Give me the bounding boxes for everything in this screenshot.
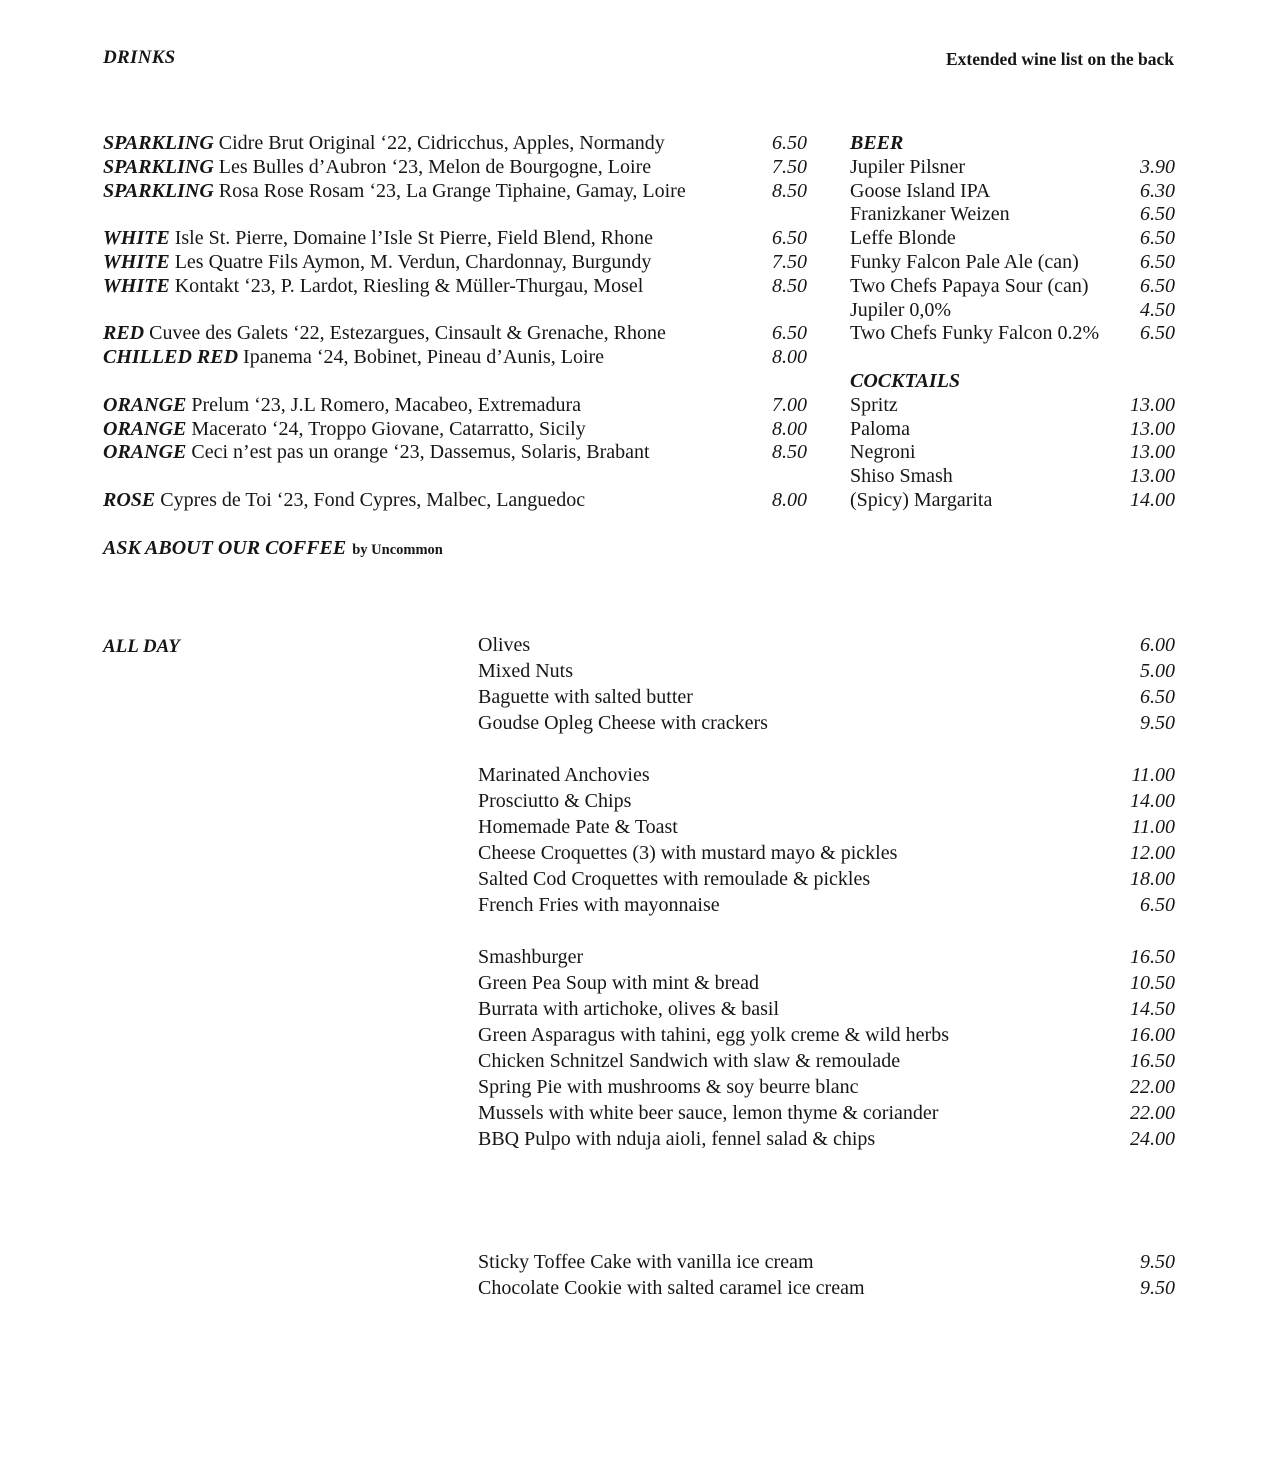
wine-category: ORANGE bbox=[103, 417, 187, 440]
food-item bbox=[478, 840, 1175, 866]
food-name: Baguette with salted butter bbox=[478, 686, 693, 708]
beer-item bbox=[850, 203, 1175, 227]
cocktail-name: Paloma bbox=[850, 417, 910, 440]
food-name: Homemade Pate & Toast bbox=[478, 816, 678, 838]
page-title: DRINKS bbox=[103, 47, 176, 68]
orange-group bbox=[103, 394, 807, 465]
wine-price: 8.00 bbox=[772, 488, 807, 511]
cocktail-item bbox=[850, 441, 1175, 465]
all-day-section-label: ALL DAY bbox=[103, 636, 180, 657]
food-price: 9.50 bbox=[1140, 712, 1175, 734]
wine-category: SPARKLING bbox=[103, 155, 214, 178]
cocktail-item bbox=[850, 465, 1175, 489]
beer-item bbox=[850, 299, 1175, 323]
food-item bbox=[478, 970, 1175, 996]
wine-item bbox=[103, 227, 807, 251]
food-item bbox=[478, 762, 1175, 788]
cocktail-name: Shiso Smash bbox=[850, 465, 953, 488]
beer-item bbox=[850, 180, 1175, 204]
wine-list-note: Extended wine list on the back bbox=[945, 49, 1174, 69]
wine-description: Prelum ‘23, J.L Romero, Macabeo, Extremadura bbox=[191, 393, 582, 416]
beer-cocktails-column bbox=[850, 132, 1175, 513]
wine-description: Les Quatre Fils Aymon, M. Verdun, Chardonnay, Burgundy bbox=[174, 250, 652, 273]
wine-category: WHITE bbox=[103, 227, 170, 250]
wine-price: 6.50 bbox=[772, 322, 807, 345]
beer-name: Funky Falcon Pale Ale (can) bbox=[850, 250, 1079, 273]
food-price: 14.50 bbox=[1130, 998, 1175, 1020]
cocktail-price: 14.00 bbox=[1130, 488, 1175, 511]
white-group bbox=[103, 227, 807, 298]
beer-item bbox=[850, 156, 1175, 180]
wine-description: Isle St. Pierre, Domaine l’Isle St Pierre, Field Blend, Rhone bbox=[174, 227, 653, 250]
beer-section-header: BEER bbox=[850, 132, 904, 154]
beer-price: 4.50 bbox=[1140, 298, 1175, 321]
food-price: 6.50 bbox=[1140, 686, 1175, 708]
food-name: Prosciutto & Chips bbox=[478, 790, 632, 812]
rose-group bbox=[103, 489, 807, 513]
food-price: 16.50 bbox=[1130, 946, 1175, 968]
cocktail-name: Spritz bbox=[850, 393, 898, 416]
wine-price: 8.50 bbox=[772, 179, 807, 202]
wine-price: 8.00 bbox=[772, 346, 807, 369]
wine-category: SPARKLING bbox=[103, 179, 214, 202]
mains-group bbox=[478, 944, 1175, 1152]
food-name: Cheese Croquettes (3) with mustard mayo & pickles bbox=[478, 842, 898, 864]
cocktail-item bbox=[850, 394, 1175, 418]
cocktail-item bbox=[850, 418, 1175, 442]
food-item bbox=[478, 866, 1175, 892]
food-name: Chocolate Cookie with salted caramel ice cream bbox=[478, 1277, 865, 1299]
beer-price: 6.50 bbox=[1140, 322, 1175, 345]
cocktail-name: (Spicy) Margarita bbox=[850, 488, 993, 511]
cocktail-price: 13.00 bbox=[1130, 465, 1175, 488]
food-price: 10.50 bbox=[1130, 972, 1175, 994]
wine-price: 7.50 bbox=[772, 250, 807, 273]
food-name: Goudse Opleg Cheese with crackers bbox=[478, 712, 768, 734]
food-price: 11.00 bbox=[1131, 816, 1175, 838]
beer-price: 6.50 bbox=[1140, 250, 1175, 273]
wine-item bbox=[103, 251, 807, 275]
food-item bbox=[478, 892, 1175, 918]
cocktail-price: 13.00 bbox=[1130, 417, 1175, 440]
beer-name: Jupiler Pilsner bbox=[850, 155, 965, 178]
food-name: Olives bbox=[478, 634, 531, 656]
wine-category: ORANGE bbox=[103, 393, 187, 416]
food-name: Chicken Schnitzel Sandwich with slaw & remoulade bbox=[478, 1050, 901, 1072]
wine-item bbox=[103, 441, 807, 465]
cocktails-section-header: COCKTAILS bbox=[850, 369, 961, 392]
beer-name: Goose Island IPA bbox=[850, 179, 991, 202]
wine-description: Rosa Rose Rosam ‘23, La Grange Tiphaine, Gamay, Loire bbox=[218, 179, 686, 202]
food-item bbox=[478, 996, 1175, 1022]
beer-name: Two Chefs Papaya Sour (can) bbox=[850, 274, 1089, 297]
beer-name: Leffe Blonde bbox=[850, 227, 956, 250]
cocktail-name: Negroni bbox=[850, 441, 916, 464]
food-item bbox=[478, 658, 1175, 684]
food-name: Green Pea Soup with mint & bread bbox=[478, 972, 760, 994]
wine-item bbox=[103, 489, 807, 513]
food-price: 22.00 bbox=[1130, 1102, 1175, 1124]
food-price: 16.00 bbox=[1130, 1024, 1175, 1046]
food-name: Mixed Nuts bbox=[478, 660, 573, 682]
wine-description: Ceci n’est pas un orange ‘23, Dassemus, Solaris, Brabant bbox=[191, 441, 650, 464]
food-name: French Fries with mayonnaise bbox=[478, 894, 720, 916]
food-item bbox=[478, 710, 1175, 736]
cocktail-price: 13.00 bbox=[1130, 393, 1175, 416]
food-section bbox=[478, 632, 1175, 1301]
coffee-note-label: ASK ABOUT OUR COFFEE bbox=[103, 536, 347, 559]
food-item bbox=[478, 1126, 1175, 1152]
food-name: Sticky Toffee Cake with vanilla ice cream bbox=[478, 1251, 814, 1273]
beer-item bbox=[850, 275, 1175, 299]
wine-description: Ipanema ‘24, Bobinet, Pineau d’Aunis, Loire bbox=[243, 346, 605, 369]
wine-category: ORANGE bbox=[103, 441, 187, 464]
wine-price: 8.50 bbox=[772, 441, 807, 464]
wine-item bbox=[103, 346, 807, 370]
food-price: 16.50 bbox=[1130, 1050, 1175, 1072]
food-item bbox=[478, 1275, 1175, 1301]
food-item bbox=[478, 814, 1175, 840]
wine-column bbox=[103, 132, 807, 560]
wine-item bbox=[103, 418, 807, 442]
food-item bbox=[478, 632, 1175, 658]
wine-item bbox=[103, 132, 807, 156]
food-name: BBQ Pulpo with nduja aioli, fennel salad & chips bbox=[478, 1128, 876, 1150]
food-item bbox=[478, 1074, 1175, 1100]
beer-item bbox=[850, 322, 1175, 346]
sparkling-group bbox=[103, 132, 807, 203]
beer-name: Jupiler 0,0% bbox=[850, 298, 952, 321]
red-group bbox=[103, 322, 807, 370]
starters-group bbox=[478, 762, 1175, 918]
wine-price: 8.50 bbox=[772, 274, 807, 297]
wine-category: CHILLED RED bbox=[103, 346, 239, 369]
cocktail-item bbox=[850, 489, 1175, 513]
wine-price: 7.00 bbox=[772, 393, 807, 416]
food-name: Spring Pie with mushrooms & soy beurre blanc bbox=[478, 1076, 859, 1098]
wine-price: 7.50 bbox=[772, 155, 807, 178]
wine-description: Cuvee des Galets ‘22, Estezargues, Cinsault & Grenache, Rhone bbox=[149, 322, 666, 345]
food-item bbox=[478, 1022, 1175, 1048]
wine-price: 6.50 bbox=[772, 227, 807, 250]
food-price: 9.50 bbox=[1140, 1251, 1175, 1273]
food-item bbox=[478, 1100, 1175, 1126]
food-item bbox=[478, 684, 1175, 710]
food-name: Marinated Anchovies bbox=[478, 764, 650, 786]
wine-item bbox=[103, 156, 807, 180]
food-name: Salted Cod Croquettes with remoulade & pickles bbox=[478, 868, 871, 890]
coffee-note bbox=[103, 537, 807, 561]
beer-name: Franizkaner Weizen bbox=[850, 203, 1010, 226]
cocktail-price: 13.00 bbox=[1130, 441, 1175, 464]
food-price: 11.00 bbox=[1131, 764, 1175, 786]
food-name: Green Asparagus with tahini, egg yolk creme & wild herbs bbox=[478, 1024, 949, 1046]
food-item bbox=[478, 1249, 1175, 1275]
food-price: 18.00 bbox=[1130, 868, 1175, 890]
food-name: Smashburger bbox=[478, 946, 584, 968]
wine-category: ROSE bbox=[103, 488, 156, 511]
wine-item bbox=[103, 394, 807, 418]
wine-price: 6.50 bbox=[772, 132, 807, 154]
food-price: 6.50 bbox=[1140, 894, 1175, 916]
beer-price: 6.50 bbox=[1140, 203, 1175, 226]
desserts-group bbox=[478, 1249, 1175, 1301]
cocktails-section bbox=[850, 370, 1175, 513]
food-price: 6.00 bbox=[1140, 634, 1175, 656]
coffee-note-credit: by Uncommon bbox=[352, 541, 443, 558]
food-name: Mussels with white beer sauce, lemon thyme & coriander bbox=[478, 1102, 939, 1124]
wine-item bbox=[103, 275, 807, 299]
wine-category: SPARKLING bbox=[103, 132, 214, 154]
beer-price: 6.50 bbox=[1140, 227, 1175, 250]
food-price: 14.00 bbox=[1130, 790, 1175, 812]
beer-price: 6.50 bbox=[1140, 274, 1175, 297]
food-price: 24.00 bbox=[1130, 1128, 1175, 1150]
wine-item bbox=[103, 180, 807, 204]
food-price: 9.50 bbox=[1140, 1277, 1175, 1299]
beer-item bbox=[850, 251, 1175, 275]
wine-description: Cypres de Toi ‘23, Fond Cypres, Malbec, Languedoc bbox=[160, 488, 586, 511]
snacks-group bbox=[478, 632, 1175, 736]
beer-section bbox=[850, 132, 1175, 346]
wine-price: 8.00 bbox=[772, 417, 807, 440]
wine-category: WHITE bbox=[103, 274, 170, 297]
wine-description: Les Bulles d’Aubron ‘23, Melon de Bourgogne, Loire bbox=[218, 155, 652, 178]
food-name: Burrata with artichoke, olives & basil bbox=[478, 998, 780, 1020]
wine-description: Kontakt ‘23, P. Lardot, Riesling & Müller-Thurgau, Mosel bbox=[174, 274, 644, 297]
wine-description: Macerato ‘24, Troppo Giovane, Catarratto, Sicily bbox=[191, 417, 586, 440]
beer-item bbox=[850, 227, 1175, 251]
wine-category: WHITE bbox=[103, 250, 170, 273]
beer-name: Two Chefs Funky Falcon 0.2% bbox=[850, 322, 1100, 345]
food-price: 5.00 bbox=[1140, 660, 1175, 682]
beer-price: 6.30 bbox=[1140, 179, 1175, 202]
beer-price: 3.90 bbox=[1140, 155, 1175, 178]
food-item bbox=[478, 1048, 1175, 1074]
food-price: 22.00 bbox=[1130, 1076, 1175, 1098]
wine-description: Cidre Brut Original ‘22, Cidricchus, Apples, Normandy bbox=[218, 132, 665, 154]
wine-item bbox=[103, 322, 807, 346]
food-price: 12.00 bbox=[1130, 842, 1175, 864]
food-item bbox=[478, 788, 1175, 814]
food-item bbox=[478, 944, 1175, 970]
wine-category: RED bbox=[103, 322, 145, 345]
